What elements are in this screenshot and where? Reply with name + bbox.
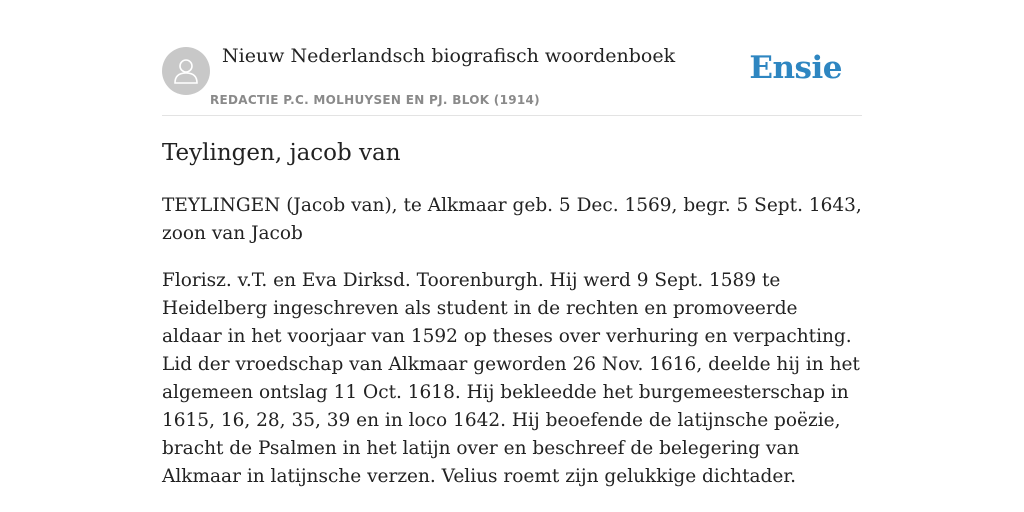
entry-title: Teylingen, jacob van: [162, 140, 401, 166]
header-divider: [162, 115, 862, 116]
book-title[interactable]: Nieuw Nederlandsch biografisch woordenboek: [222, 45, 676, 67]
user-icon: [173, 57, 199, 85]
ensie-logo[interactable]: Ensie: [749, 50, 842, 86]
entry-paragraph-2: Florisz. v.T. en Eva Dirksd. Toorenburgh. Hij werd 9 Sept. 1589 te Heidelberg ingeschreven als student in de rechten en promoveerde aldaar in het voorjaar van 1592 op theses over verhuring en verpachting. Lid der vroedschap van Alkmaar geworden 26 Nov. 1616, deelde hij in het algemeen ontslag 11 Oct. 1618. Hij bekleedde het burgemeesterschap in 1615, 16, 28, 35, 39 en in loco 1642. Hij beoefende de latijnsche poëzie, bracht de Psalmen in het latijn over en beschreef de belegering van Alkmaar in latijnsche verzen. Velius roemt zijn gelukkige dichtader.: [162, 270, 860, 487]
entry-paragraph-1: TEYLINGEN (Jacob van), te Alkmaar geb. 5 Dec. 1569, begr. 5 Sept. 1643, zoon van Jacob: [162, 195, 862, 244]
book-editors: REDACTIE P.C. MOLHUYSEN EN PJ. BLOK (1914): [210, 93, 540, 107]
avatar[interactable]: [162, 47, 210, 95]
